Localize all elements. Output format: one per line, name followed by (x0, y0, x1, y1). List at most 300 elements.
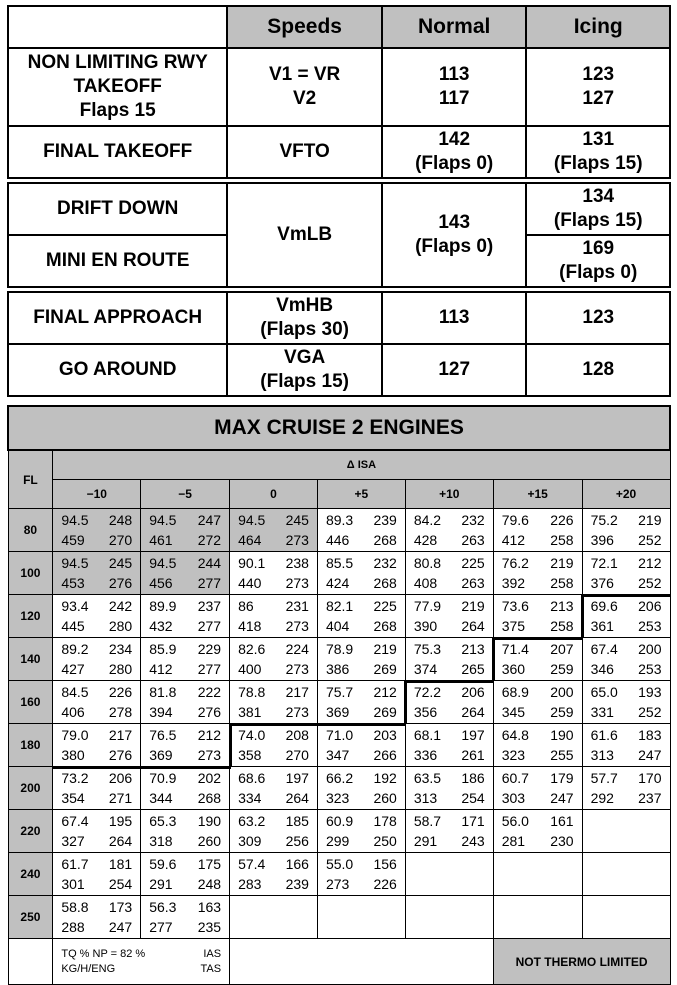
tq-value: 61.6 (590, 727, 618, 743)
fuel-flow-value: 412 (501, 532, 526, 548)
fuel-flow-value: 360 (501, 661, 526, 677)
ias-value: 237 (197, 598, 222, 614)
phase-cell: GO AROUND (8, 344, 227, 396)
ias-value: 232 (461, 512, 485, 528)
tq-value: 59.6 (149, 856, 177, 872)
tas-value: 254 (108, 876, 133, 892)
normal-cell: 127 (382, 344, 527, 396)
tas-value: 271 (108, 790, 133, 806)
cruise-cell (582, 896, 670, 939)
normal-cell: 113 117 (382, 48, 527, 126)
fuel-flow-value: 412 (149, 661, 173, 677)
tq-value: 77.9 (413, 598, 442, 614)
cruise-cell (230, 810, 318, 853)
fuel-flow-value: 400 (238, 661, 262, 677)
cruise-cell (582, 681, 670, 724)
speed-cell: VmLB (227, 183, 382, 287)
cruise-cell (582, 810, 670, 853)
ias-value: 178 (373, 813, 397, 829)
tq-value: 68.6 (238, 770, 266, 786)
tq-value: 80.8 (413, 555, 442, 571)
cruise-cell (141, 509, 230, 552)
fuel-flow-value: 301 (61, 876, 85, 892)
tq-value: 56.3 (149, 899, 177, 915)
fuel-flow-value: 331 (590, 704, 614, 720)
ias-value: 197 (461, 727, 485, 743)
boundary-segment (229, 723, 407, 726)
ias-value: 244 (197, 555, 222, 571)
tas-value: 266 (373, 747, 397, 763)
boundary-segment (404, 680, 407, 724)
flight-level: 140 (8, 638, 53, 681)
cruise-cell (405, 767, 493, 810)
tas-value: 277 (197, 575, 222, 591)
tq-value: 85.5 (325, 555, 354, 571)
ias-value: 186 (461, 770, 485, 786)
tas-value: 264 (461, 618, 485, 634)
flight-level: 250 (8, 896, 53, 939)
tq-value: 94.5 (238, 512, 266, 528)
tq-value: 71.0 (325, 727, 354, 743)
cruise-cell (53, 638, 141, 681)
tq-value: 94.5 (61, 555, 89, 571)
ias-value: 248 (108, 512, 133, 528)
ias-value: 192 (373, 770, 397, 786)
cruise-cell (405, 810, 493, 853)
cruise-cell (141, 896, 230, 939)
cruise-cell (53, 681, 141, 724)
tas-value: 272 (197, 532, 222, 548)
cruise-cell (230, 681, 318, 724)
tq-value: 60.7 (501, 770, 529, 786)
tas-value: 264 (285, 790, 309, 806)
speeds-table (7, 5, 671, 397)
fuel-flow-value: 369 (325, 704, 350, 720)
cruise-cell (230, 767, 318, 810)
cruise-cell (493, 810, 582, 853)
ias-value: 179 (550, 770, 574, 786)
cruise-cell (493, 681, 582, 724)
fuel-flow-value: 394 (149, 704, 173, 720)
tas-value: 250 (373, 833, 397, 849)
tas-value: 252 (638, 575, 662, 591)
ias-value: 238 (285, 555, 309, 571)
tas-value: 276 (108, 575, 133, 591)
ias-value: 190 (550, 727, 574, 743)
cruise-cell (53, 509, 141, 552)
header-blank (8, 6, 227, 48)
speed-cell: VGA (Flaps 15) (227, 344, 382, 396)
icing-cell: 169 (Flaps 0) (526, 235, 670, 287)
tq-value: 67.4 (61, 813, 89, 829)
tq-value: 71.4 (501, 641, 529, 657)
ias-value: 202 (197, 770, 222, 786)
cruise-cell (141, 853, 230, 896)
cruise-cell (230, 509, 318, 552)
fuel-flow-value: 427 (61, 661, 85, 677)
tq-value: 85.9 (149, 641, 177, 657)
ias-value: 213 (550, 598, 574, 614)
ias-value: 247 (197, 512, 222, 528)
tq-value: 75.7 (325, 684, 354, 700)
isa-deviation-header: −5 (141, 480, 230, 509)
tas-value: 268 (373, 618, 397, 634)
fuel-flow-value: 334 (238, 790, 262, 806)
icing-cell: 128 (526, 344, 670, 396)
tas-value: 280 (108, 661, 133, 677)
fuel-flow-value: 408 (413, 575, 438, 591)
tas-value: 259 (550, 704, 574, 720)
cruise-cell (317, 681, 405, 724)
tq-value: 79.6 (501, 512, 529, 528)
flight-level: 200 (8, 767, 53, 810)
fuel-flow-value: 347 (325, 747, 350, 763)
cruise-cell (230, 896, 318, 939)
fuel-flow-value: 323 (501, 747, 526, 763)
icing-cell: 123 127 (526, 48, 670, 126)
tq-value: 73.6 (501, 598, 529, 614)
tas-value: 230 (550, 833, 574, 849)
fuel-flow-value: 281 (501, 833, 526, 849)
fuel-flow-value: 381 (238, 704, 262, 720)
tas-value: 276 (108, 747, 133, 763)
cruise-cell (405, 896, 493, 939)
ias-value: 226 (108, 684, 133, 700)
tas-value: 264 (108, 833, 133, 849)
tas-value: 243 (461, 833, 485, 849)
cruise-cell (317, 595, 405, 638)
tq-value: 89.3 (325, 512, 354, 528)
cruise-cell (493, 896, 582, 939)
tq-value: 64.8 (501, 727, 529, 743)
cruise-cell (317, 552, 405, 595)
fuel-flow-value: 358 (238, 747, 262, 763)
tas-value: 265 (461, 661, 485, 677)
speed-cell: VFTO (227, 126, 382, 178)
table-row (8, 810, 670, 853)
tq-value: 84.2 (413, 512, 442, 528)
fl-header: FL (8, 450, 53, 509)
cruise-cell (582, 552, 670, 595)
fuel-flow-value: 424 (325, 575, 350, 591)
isa-deviation-header: +15 (493, 480, 582, 509)
cruise-cell (53, 810, 141, 853)
ias-value: 163 (197, 899, 222, 915)
ias-value: 175 (197, 856, 222, 872)
cruise-cell (141, 681, 230, 724)
cruise-cell (317, 896, 405, 939)
fuel-flow-value: 313 (590, 747, 614, 763)
fuel-flow-value: 345 (501, 704, 526, 720)
tq-value: 72.1 (590, 555, 618, 571)
table-row (8, 509, 670, 552)
cruise-cell (230, 552, 318, 595)
fuel-flow-value: 303 (501, 790, 526, 806)
header-normal: Normal (382, 6, 527, 48)
flight-level: 160 (8, 681, 53, 724)
tq-value: 73.2 (61, 770, 89, 786)
tq-value: 81.8 (149, 684, 177, 700)
cruise-cell (405, 681, 493, 724)
tq-value: 82.6 (238, 641, 266, 657)
fuel-flow-value: 277 (149, 919, 173, 935)
tq-value: 75.3 (413, 641, 442, 657)
ias-value: 171 (461, 813, 485, 829)
tas-value: 247 (550, 790, 574, 806)
cruise-cell (141, 552, 230, 595)
cruise-cell (493, 552, 582, 595)
tas-value: 263 (461, 575, 485, 591)
tas-value: 258 (550, 618, 574, 634)
fuel-flow-value: 406 (61, 704, 85, 720)
ias-value: 206 (461, 684, 485, 700)
ias-value: 225 (461, 555, 485, 571)
tas-value: 273 (285, 532, 309, 548)
icing-cell: 131 (Flaps 15) (526, 126, 670, 178)
tas-value: 247 (108, 919, 133, 935)
tas-value: 269 (373, 661, 397, 677)
cruise-cell (405, 724, 493, 767)
ias-value: 156 (373, 856, 397, 872)
tq-value: 94.5 (61, 512, 89, 528)
tas-value: 235 (197, 919, 222, 935)
deviation-header-row (8, 480, 670, 509)
fuel-flow-value: 327 (61, 833, 85, 849)
normal-cell: 143 (Flaps 0) (382, 183, 527, 287)
fuel-flow-value: 396 (590, 532, 614, 548)
tas-value: 270 (108, 532, 133, 548)
tq-value: 84.5 (61, 684, 89, 700)
fuel-flow-value: 323 (325, 790, 350, 806)
speed-cell: VmHB (Flaps 30) (227, 292, 382, 344)
tq-value: 57.4 (238, 856, 266, 872)
fuel-flow-value: 313 (413, 790, 438, 806)
isa-deviation-header: +20 (582, 480, 670, 509)
tas-value: 264 (461, 704, 485, 720)
ias-value: 217 (285, 684, 309, 700)
cruise-cell (405, 595, 493, 638)
fuel-flow-value: 336 (413, 747, 438, 763)
cruise-cell (53, 724, 141, 767)
ias-value: 173 (108, 899, 133, 915)
fuel-flow-value: 392 (501, 575, 526, 591)
ias-value: 234 (108, 641, 133, 657)
phase-cell: NON LIMITING RWY TAKEOFF Flaps 15 (8, 48, 227, 126)
ias-value: 200 (638, 641, 662, 657)
tas-value: 273 (285, 618, 309, 634)
cruise-cell (230, 853, 318, 896)
tas-value: 248 (197, 876, 222, 892)
cruise-cell (317, 810, 405, 853)
tq-value: 56.0 (501, 813, 529, 829)
ias-value: 206 (108, 770, 133, 786)
ias-value: 203 (373, 727, 397, 743)
tas-value: 261 (461, 747, 485, 763)
ias-value: 208 (285, 727, 309, 743)
boundary-segment (404, 680, 494, 683)
cruise-cell (230, 638, 318, 681)
tas-value: 258 (550, 575, 574, 591)
tas-value: 253 (638, 618, 662, 634)
header-icing: Icing (526, 6, 670, 48)
tq-value: 68.1 (413, 727, 442, 743)
tas-value: 278 (108, 704, 133, 720)
ias-value: 219 (461, 598, 485, 614)
ias-value: 212 (638, 555, 662, 571)
ias-value: 170 (638, 770, 662, 786)
ias-value: 197 (285, 770, 309, 786)
fuel-flow-value: 356 (413, 704, 438, 720)
tas-value: 247 (638, 747, 662, 763)
cruise-cell (582, 595, 670, 638)
cruise-cell (405, 552, 493, 595)
cruise-cell (53, 595, 141, 638)
tq-value: 68.9 (501, 684, 529, 700)
table-row (8, 896, 670, 939)
tas-value: 273 (197, 747, 222, 763)
fuel-flow-value: 464 (238, 532, 262, 548)
tq-value: 76.2 (501, 555, 529, 571)
boundary-segment (52, 766, 231, 769)
tq-value: 72.2 (413, 684, 442, 700)
fuel-flow-value: 445 (61, 618, 85, 634)
ias-value: 212 (373, 684, 397, 700)
ias-value: 183 (638, 727, 662, 743)
normal-cell: 142 (Flaps 0) (382, 126, 527, 178)
cruise-cell (493, 638, 582, 681)
table-row (8, 767, 670, 810)
fuel-flow-value: 273 (325, 876, 350, 892)
tas-value: 252 (638, 704, 662, 720)
legend: TQ % NP = 82 % IAS KG/H/ENG TAS (53, 939, 230, 985)
phase-cell: FINAL TAKEOFF (8, 126, 227, 178)
isa-deviation-header: 0 (230, 480, 318, 509)
table-row (8, 638, 670, 681)
cruise-cell (317, 767, 405, 810)
ias-value: 245 (108, 555, 133, 571)
boundary-segment (581, 594, 671, 597)
fuel-flow-value: 428 (413, 532, 438, 548)
speed-cell: V1 = VR V2 (227, 48, 382, 126)
cruise-cell (317, 724, 405, 767)
tas-value: 273 (285, 704, 309, 720)
tq-value: 75.2 (590, 512, 618, 528)
fuel-flow-value: 354 (61, 790, 85, 806)
ias-value: 219 (638, 512, 662, 528)
icing-cell: 123 (526, 292, 670, 344)
tas-value: 263 (461, 532, 485, 548)
legend-blank (8, 939, 53, 985)
flight-level: 120 (8, 595, 53, 638)
tq-value: 70.9 (149, 770, 177, 786)
cruise-cell (582, 853, 670, 896)
fuel-flow-value: 374 (413, 661, 438, 677)
isa-deviation-header: +5 (317, 480, 405, 509)
phase-cell: DRIFT DOWN (8, 183, 227, 235)
cruise-cell (317, 509, 405, 552)
fuel-flow-value: 432 (149, 618, 173, 634)
isa-header: Δ ISA (53, 450, 670, 480)
tq-value: 86 (238, 598, 254, 614)
cruise-cell (493, 767, 582, 810)
fuel-flow-value: 346 (590, 661, 614, 677)
ias-value: 213 (461, 641, 485, 657)
fuel-flow-value: 386 (325, 661, 350, 677)
ias-value: 225 (373, 598, 397, 614)
tq-value: 76.5 (149, 727, 177, 743)
boundary-segment (492, 637, 495, 681)
cruise-cell (141, 767, 230, 810)
fuel-flow-value: 390 (413, 618, 438, 634)
not-thermo-limited-badge: NOT THERMO LIMITED (493, 939, 670, 985)
tas-value: 268 (373, 532, 397, 548)
ias-value: 245 (285, 512, 309, 528)
tas-value: 259 (550, 661, 574, 677)
boundary-segment (229, 723, 232, 767)
ias-value: 200 (550, 684, 574, 700)
tq-value: 89.2 (61, 641, 89, 657)
tq-value: 67.4 (590, 641, 618, 657)
ias-value: 166 (285, 856, 309, 872)
tas-value: 277 (197, 618, 222, 634)
ias-value: 222 (197, 684, 222, 700)
tq-value: 57.7 (590, 770, 618, 786)
fuel-flow-value: 369 (149, 747, 173, 763)
tq-value: 58.8 (61, 899, 89, 915)
cruise-cell (405, 509, 493, 552)
fuel-flow-value: 299 (325, 833, 350, 849)
fuel-flow-value: 446 (325, 532, 350, 548)
tas-value: 276 (197, 704, 222, 720)
ias-value: 207 (550, 641, 574, 657)
tas-value: 226 (373, 876, 397, 892)
table-row (8, 681, 670, 724)
fuel-flow-value: 288 (61, 919, 85, 935)
fuel-flow-value: 292 (590, 790, 614, 806)
tq-value: 93.4 (61, 598, 89, 614)
cruise-cell (141, 595, 230, 638)
flight-level: 220 (8, 810, 53, 853)
ias-value: 161 (550, 813, 574, 829)
flight-level: 100 (8, 552, 53, 595)
fuel-flow-value: 344 (149, 790, 173, 806)
tq-value: 61.7 (61, 856, 89, 872)
phase-cell: FINAL APPROACH (8, 292, 227, 344)
header-speeds: Speeds (227, 6, 382, 48)
cruise-cell (53, 552, 141, 595)
boundary-segment (492, 637, 583, 640)
tq-value: 58.7 (413, 813, 442, 829)
tas-value: 252 (638, 532, 662, 548)
ias-value: 219 (550, 555, 574, 571)
tas-value: 270 (285, 747, 309, 763)
cruise-cell (493, 853, 582, 896)
table-row (8, 853, 670, 896)
tq-value: 65.3 (149, 813, 177, 829)
ias-value: 206 (638, 598, 662, 614)
cruise-cell (582, 724, 670, 767)
ias-value: 239 (373, 512, 397, 528)
tq-value: 66.2 (325, 770, 354, 786)
ias-value: 185 (285, 813, 309, 829)
icing-cell: 134 (Flaps 15) (526, 183, 670, 235)
cruise-cell (405, 638, 493, 681)
cruise-cell (582, 509, 670, 552)
tq-value: 69.6 (590, 598, 618, 614)
fuel-flow-value: 375 (501, 618, 526, 634)
tq-value: 65.0 (590, 684, 618, 700)
fuel-flow-value: 361 (590, 618, 614, 634)
